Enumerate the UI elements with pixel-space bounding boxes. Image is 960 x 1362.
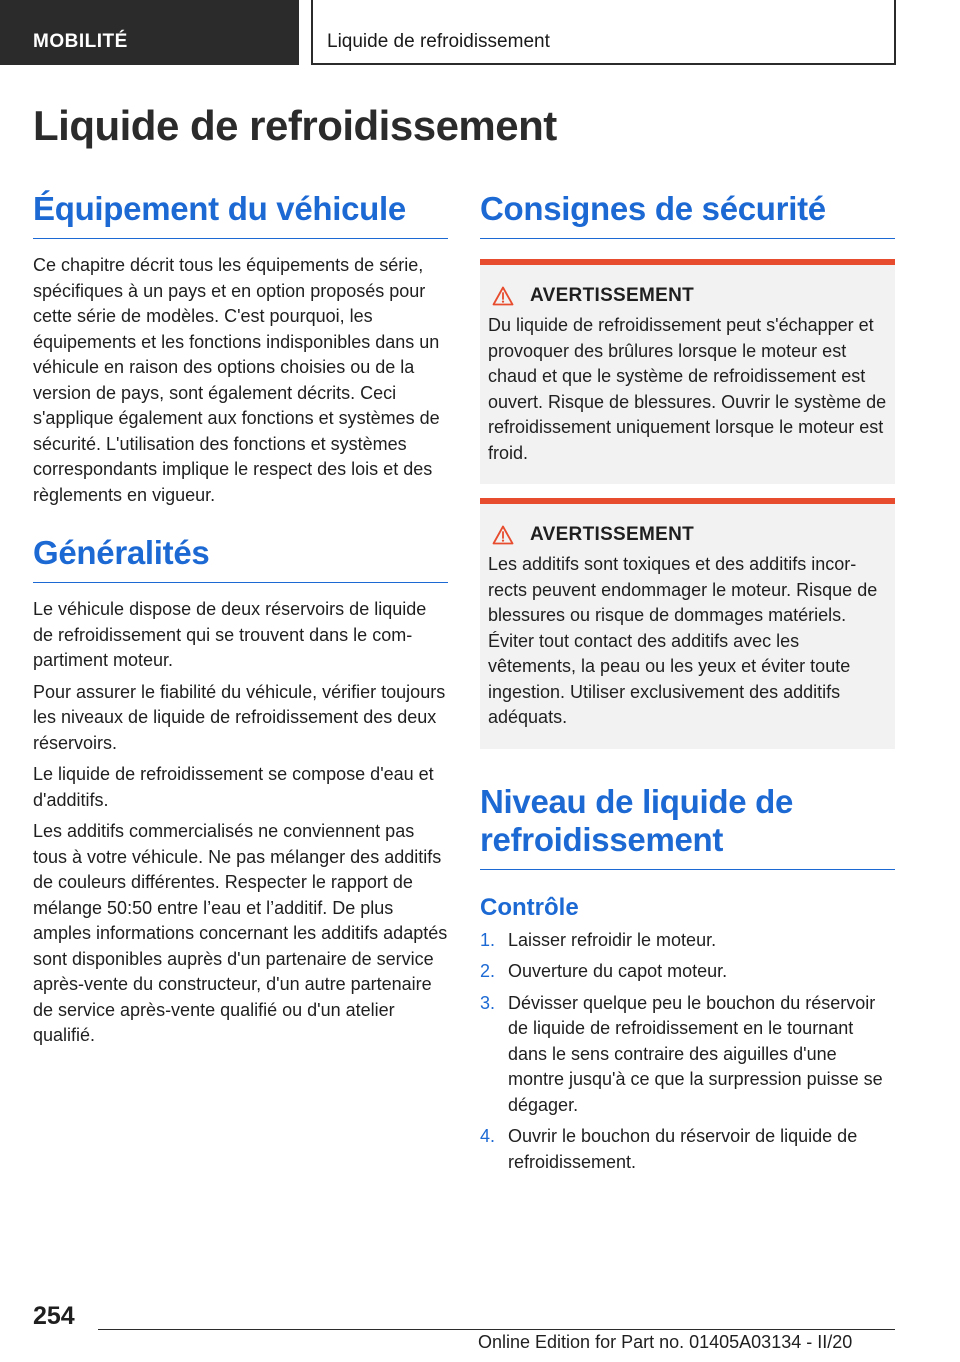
step-number: 1. [480, 929, 496, 950]
warning-text: Les additifs sont toxiques et des additifs incorrects peuvent endommager le moteur. Risque de blessures ou risque de dommages matériels. Éviter tout contact des additifs avec les vêtements, la peau ou les yeux et éviter toute ingestion. Utiliser exclusivement des additifs adéquats. [488, 554, 878, 727]
list-item [480, 959, 895, 985]
page-title: Liquide de refroidissement [33, 102, 557, 149]
check-heading: Contrôle [480, 893, 579, 921]
warning-box [480, 259, 895, 484]
general-paragraph: Pour assurer le fiabilité du véhicule, vérifier toujours les niveaux de liquide de refroidissement des deux réservoirs. [33, 681, 446, 753]
right-column [480, 190, 895, 1181]
step-text: Ouvrir le bouchon du réservoir de liquide de refroidissement. [508, 1126, 858, 1172]
equipment-text: Ce chapitre décrit tous les équipements de série, spécifiques à un pays et en option proposés pour cette série de modèles. C'est pourquoi, les équipements et les fonctions indisponibles dans un véhicule en raison des options choisies ou de la version de pays, sont également décrits. Ceci s'applique également aux fonctions et systèmes de sécurité. L'utilisation des fonctions et systèmes correspondants implique le respect des lois et des règlements en vigueur. [33, 255, 440, 505]
warning-title: AVERTISSEMENT [530, 524, 695, 545]
step-number: 4. [480, 1126, 496, 1146]
general-paragraph: Le liquide de refroidissement se compose d'eau et d'additifs. [33, 764, 434, 810]
warning-triangle-icon [492, 286, 514, 306]
section-tab: MOBILITÉ [0, 0, 299, 65]
step-text: Dévisser quelque peu le bouchon du réservoir de liquide de refroidissement en le tournant dans le sens contraire des aiguilles d'une montre jusqu'à ce que la surpression puisse se dégager. [508, 992, 883, 1115]
footer-divider [98, 1329, 895, 1330]
general-heading: Généralités [33, 534, 448, 583]
equipment-heading: Équipement du véhicule [33, 190, 448, 239]
footer-edition: Online Edition for Part no. 01405A03134 - II/20 [478, 1332, 853, 1352]
step-text: Laisser refroidir le moteur. [508, 929, 717, 950]
general-paragraph: Le véhicule dispose de deux réservoirs de liquide de refroidissement qui se trouvent dans le compartiment moteur. [33, 599, 427, 670]
left-column [33, 190, 448, 1055]
check-steps [480, 928, 895, 1176]
list-item [480, 928, 895, 954]
warning-text: Du liquide de refroidissement peut s'échapper et provoquer des brûlures lorsque le moteur est chaud et que le système de refroidissement est ouvert. Risque de blessures. Ouvrir le système de refroidissement uniquement lorsque le moteur est froid. [488, 315, 887, 463]
warning-triangle-icon [492, 525, 514, 545]
topic-tab: Liquide de refroidissement [311, 0, 896, 65]
step-text: Ouverture du capot moteur. [508, 961, 728, 981]
list-item [480, 991, 895, 1119]
warning-header [488, 285, 887, 307]
step-number: 2. [480, 961, 496, 981]
warning-title: AVERTISSEMENT [530, 285, 695, 306]
warning-header [488, 524, 887, 546]
list-item [480, 1124, 895, 1175]
general-paragraph: Les additifs commercialisés ne conviennent pas tous à votre véhicule. Ne pas mélanger des additifs de couleurs différentes. Respecter le rapport de mélange 50:50 entre l’eau et l’additif. De plus amples informations concernant les additifs adaptés sont disponibles auprès d'un partenaire de service après-vente du constructeur, d'un autre partenaire de service après-vente qualifié ou d'un atelier qualifié. [33, 821, 448, 1045]
warning-box [480, 498, 895, 749]
step-number: 3. [480, 992, 496, 1013]
page-number: 254 [33, 1302, 75, 1330]
coolant-level-heading: Niveau de liquide de refroidissement [480, 783, 895, 870]
safety-heading: Consignes de sécurité [480, 190, 895, 239]
